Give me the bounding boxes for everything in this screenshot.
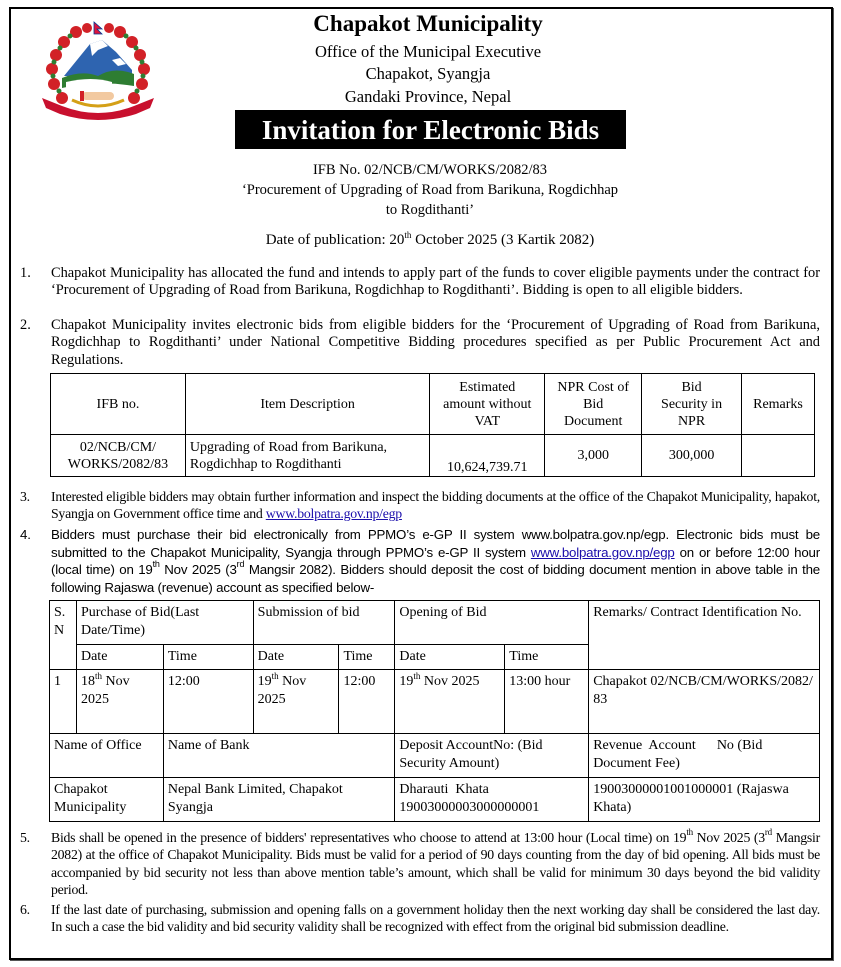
ifb-number: IFB No. 02/NCB/CM/WORKS/2082/83 — [312, 162, 548, 178]
clause-number: 5. — [20, 830, 30, 845]
cell-deposit-account: Dharauti Khata 19003000003000000001 — [395, 778, 589, 822]
col-ifb-no: IFB no. — [51, 374, 186, 435]
sub-col-date: Date — [253, 645, 339, 670]
col-item-description: Item Description — [185, 374, 429, 435]
sub-col-time: Time — [505, 645, 589, 670]
clause-text: Interested eligible bidders may obtain further information and inspect the bidding documents at the office of the Chapakot Municipality, hapakot, Syangja on Government office time and www.bolpatra.gov.np/egp — [51, 489, 820, 522]
col-revenue-account: Revenue Account No (Bid Document Fee) — [589, 734, 820, 778]
cell-office-name: Chapakot Municipality — [50, 778, 164, 822]
cell-bid-document-cost: 3,000 — [545, 435, 642, 477]
col-submission-of-bid: Submission of bid — [253, 601, 395, 645]
project-title-line1: ‘Procurement of Upgrading of Road from Barikuna, Rogdichhap — [241, 182, 619, 198]
province-name: Gandaki Province, Nepal — [344, 87, 512, 106]
clause-number: 1. — [20, 265, 31, 281]
schedule-header-row — [50, 601, 820, 645]
cell-purchase-time: 12:00 — [163, 670, 253, 734]
clause-1 — [20, 265, 820, 300]
clause-number: 2. — [20, 317, 31, 333]
clause-5 — [20, 829, 820, 898]
bolpatra-link[interactable]: www.bolpatra.gov.np/egp — [530, 544, 675, 560]
col-remarks: Remarks — [741, 374, 814, 435]
cell-bank-name: Nepal Bank Limited, Chapakot Syangja — [163, 778, 395, 822]
cell-item-description: Upgrading of Road from Barikuna, Rogdichhap to Rogdithanti — [185, 435, 429, 477]
bolpatra-link[interactable]: www.bolpatra.gov.np/egp — [265, 506, 402, 522]
clause-text: If the last date of purchasing, submission and opening falls on a government holiday then the next working day shall be considered the last day. In such a case the bid validity and bid security validity shall be recognized with effect from the original bid submission deadline. — [51, 902, 820, 935]
cell-remarks — [741, 435, 814, 477]
sub-col-time: Time — [163, 645, 253, 670]
cell-sn: 1 — [50, 670, 77, 734]
clause-4 — [20, 526, 820, 596]
cell-submission-date: 19th Nov 2025 — [253, 670, 339, 734]
cell-submission-time: 12:00 — [339, 670, 395, 734]
office-name: Office of the Municipal Executive — [314, 42, 542, 61]
clause-text: Bids shall be opened in the presence of bidders' representatives who choose to attend at 13:00 hour (Local time) on 19th Nov 2025 (3rd Mangsir 2082) at the office of Chapakot Municipality. Bids must be valid for a period of 90 days counting from the day of bid opening. All bids must be accompanied by bid security not less than above mention table’s amount, which shall be valid for minimum 30 days beyond the bid validity period. — [51, 827, 820, 897]
clause-text: Chapakot Municipality has allocated the fund and intends to apply part of the funds to cover eligible payments under the contract for ‘Procurement of Upgrading of Road from Barikuna, Rogdichhap to Rogdithanti’. Bidding is open to all eligible bidders. — [51, 265, 820, 299]
sub-col-date: Date — [76, 645, 163, 670]
organization-name: Chapakot Municipality — [313, 11, 543, 36]
cell-bid-security: 300,000 — [642, 435, 742, 477]
bid-summary-table — [50, 373, 815, 477]
cell-ifb-no: 02/NCB/CM/ WORKS/2082/83 — [51, 435, 186, 477]
col-name-of-bank: Name of Bank — [163, 734, 395, 778]
col-remarks-contract-id: Remarks/ Contract Identification No. — [589, 601, 820, 670]
nepal-emblem-logo — [32, 20, 164, 120]
cell-opening-time: 13:00 hour — [505, 670, 589, 734]
cell-revenue-account: 19003000001001000001 (Rajaswa Khata) — [589, 778, 820, 822]
sub-col-date: Date — [395, 645, 505, 670]
cell-estimated-amount: 10,624,739.71 — [430, 435, 545, 477]
office-location: Chapakot, Syangja — [365, 64, 491, 83]
nepal-flag-icon — [94, 22, 102, 34]
bid-schedule-table — [49, 600, 820, 822]
handshake-icon — [80, 91, 114, 101]
col-sn: S. N — [50, 601, 77, 670]
account-header-row — [50, 734, 820, 778]
clause-text: Bidders must purchase their bid electronically from PPMO’s e-GP II system www.bolpatra.gov.np/egp. Electronic bids must be submitted to the Chapakot Municipality, Syangja through PPMO’s e-GP II system www.bolpatra.gov.np/egp on or before 12:00 hour (local time) on 19th Nov 2025 (3rd Mangsir 2082). Bidders should deposit the cost of bidding document mention in above table in the following Rajaswa (revenue) account as specified below- — [51, 527, 821, 595]
cell-purchase-date: 18th Nov 2025 — [76, 670, 163, 734]
col-purchase-of-bid: Purchase of Bid(Last Date/Time) — [76, 601, 253, 645]
clause-text: Chapakot Municipality invites electronic bids from eligible bidders for the ‘Procurement of Upgrading of Road from Barikuna, Rogdichhap to Rogdithanti’ under National Competitive Bidding procedures specified as per Public Procurement Act and Regulations. — [51, 317, 820, 368]
clause-6 — [20, 901, 820, 936]
clause-2 — [20, 317, 820, 369]
col-deposit-account: Deposit AccountNo: (Bid Security Amount) — [395, 734, 589, 778]
clause-number: 6. — [20, 902, 30, 917]
clause-number: 3. — [20, 489, 30, 504]
col-name-of-office: Name of Office — [50, 734, 164, 778]
col-estimated-amount: Estimated amount without VAT — [430, 374, 545, 435]
table-row — [50, 778, 820, 822]
publication-date: Date of publication: 20th October 2025 (3 Kartik 2082) — [265, 230, 595, 248]
table-row — [51, 435, 815, 477]
sub-col-time: Time — [339, 645, 395, 670]
clause-3 — [20, 488, 820, 523]
col-bid-security: Bid Security in NPR — [642, 374, 742, 435]
table-row — [50, 670, 820, 734]
table-header-row — [51, 374, 815, 435]
notice-title-banner: Invitation for Electronic Bids — [235, 110, 626, 149]
col-opening-of-bid: Opening of Bid — [395, 601, 589, 645]
col-bid-document-cost: NPR Cost of Bid Document — [545, 374, 642, 435]
project-title-line2: to Rogdithanti’ — [385, 202, 475, 218]
clause-number: 4. — [20, 527, 31, 542]
cell-opening-date: 19th Nov 2025 — [395, 670, 505, 734]
cell-contract-id: Chapakot 02/NCB/CM/WORKS/2082/ 83 — [589, 670, 820, 734]
